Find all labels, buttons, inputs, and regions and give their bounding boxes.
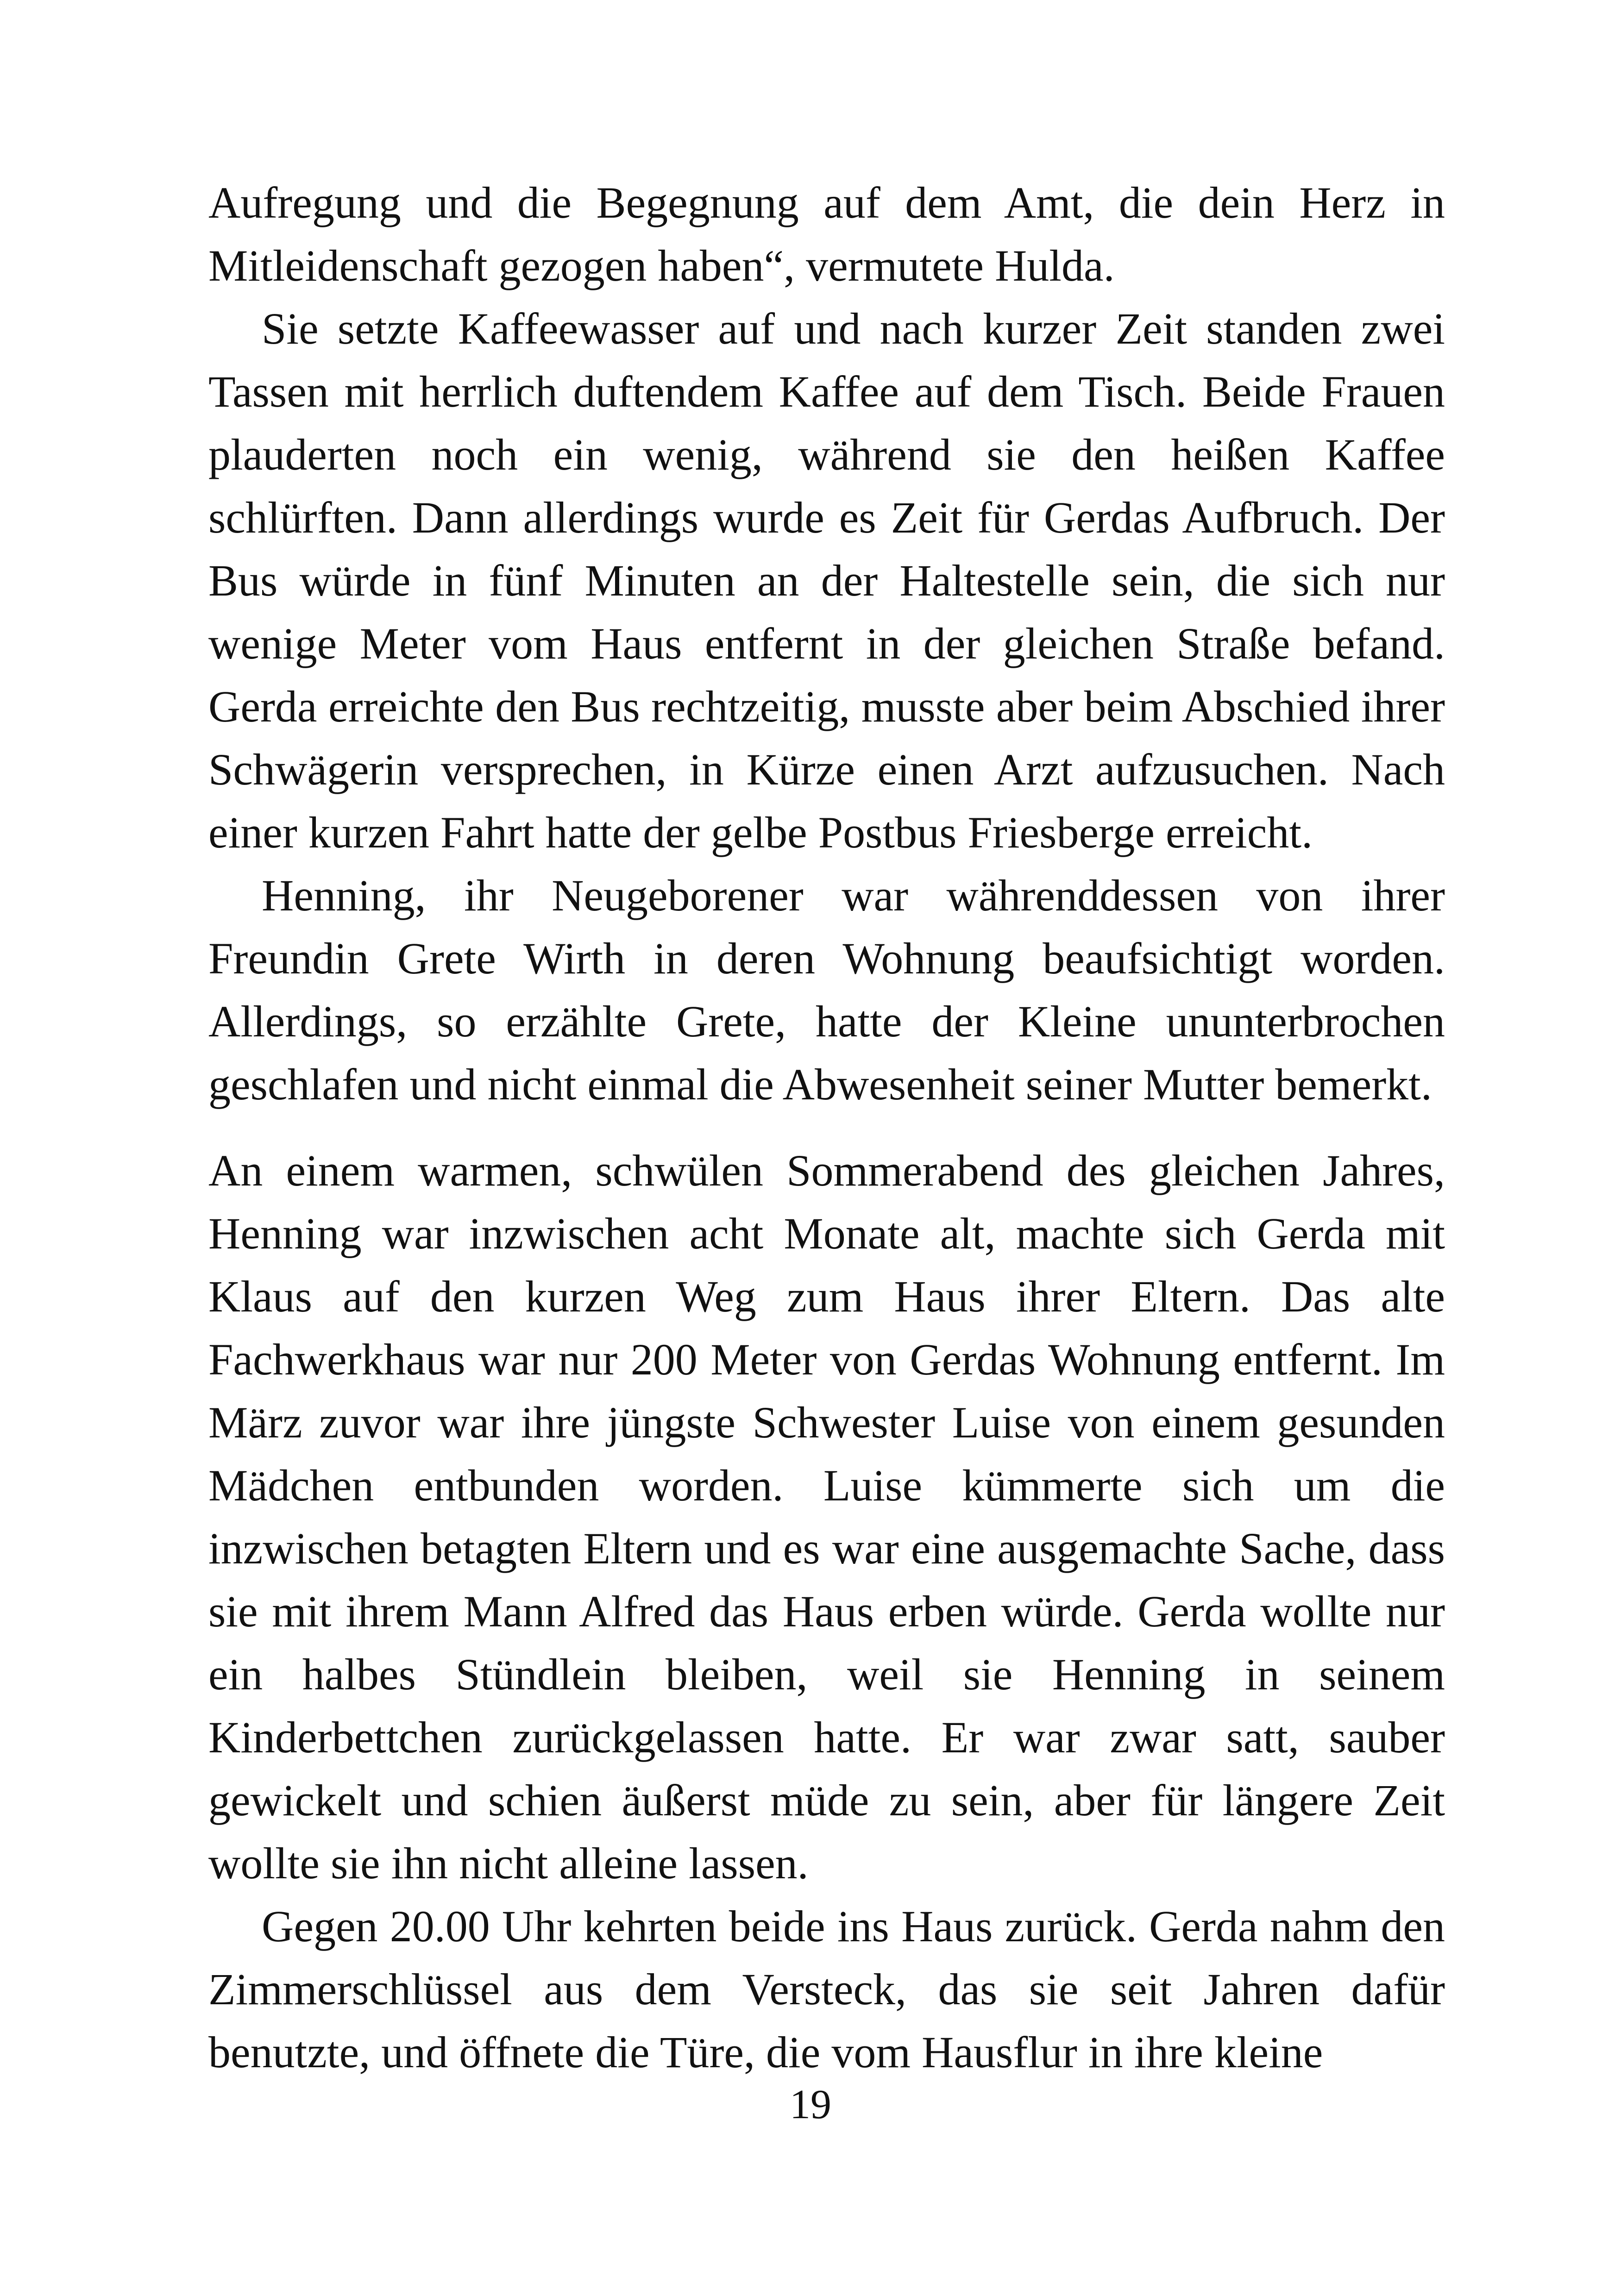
paragraph: An einem warmen, schwülen Sommerabend des gleichen Jahres, Henning war inzwischen acht Monate alt, machte sich Gerda mit Klaus auf den kurzen Weg zum Haus ihrer Eltern. Das alte Fachwerkhaus war nur 200 Meter von Gerdas Wohnung entfernt. Im März zuvor war ihre jüngste Schwester Luise von einem gesunden Mädchen entbunden worden. Luise kümmerte sich um die inzwischen betagten Eltern und es war eine ausgemachte Sache, dass sie mit ihrem Mann Alfred das Haus erben würde. Gerda wollte nur ein halbes Stündlein bleiben, weil sie Henning in seinem Kinderbettchen zurückgelassen hatte. Er war zwar satt, sauber gewickelt und schien äußerst müde zu sein, aber für längere Zeit wollte sie ihn nicht alleine lassen. [208,1146,1445,1888]
page-number: 19 [790,2082,831,2127]
paragraph: Henning, ihr Neugeborener war währenddessen von ihrer Freundin Grete Wirth in deren Wohnung beaufsichtigt worden. Allerdings, so erzählte Grete, hatte der Kleine ununterbrochen geschlafen und nicht einmal die Abwesenheit seiner Mutter bemerkt. [208,871,1445,1109]
text-section-1 [208,171,1445,1116]
paragraph: Gegen 20.00 Uhr kehrten beide ins Haus zurück. Gerda nahm den Zimmerschlüssel aus dem Versteck, das sie seit Jahren dafür benutzte, und öffnete die Türe, die vom Hausflur in ihre kleine [208,1901,1445,2077]
paragraph: Sie setzte Kaffeewasser auf und nach kurzer Zeit standen zwei Tassen mit herrlich duftendem Kaffee auf dem Tisch. Beide Frauen plauderten noch ein wenig, während sie den heißen Kaffee schlürften. Dann allerdings wurde es Zeit für Gerdas Aufbruch. Der Bus würde in fünf Minuten an der Haltestelle sein, die sich nur wenige Meter vom Haus entfernt in der gleichen Straße befand. Gerda erreichte den Bus rechtzeitig, musste aber beim Abschied ihrer Schwägerin versprechen, in Kürze einen Arzt aufzusuchen. Nach einer kurzen Fahrt hatte der gelbe Postbus Friesberge erreicht. [208,304,1445,857]
paragraph: Aufregung und die Begegnung auf dem Amt, die dein Herz in Mitleidenschaft gezogen haben“, vermutete Hulda. [208,178,1445,290]
text-section-2 [208,1139,1445,2084]
